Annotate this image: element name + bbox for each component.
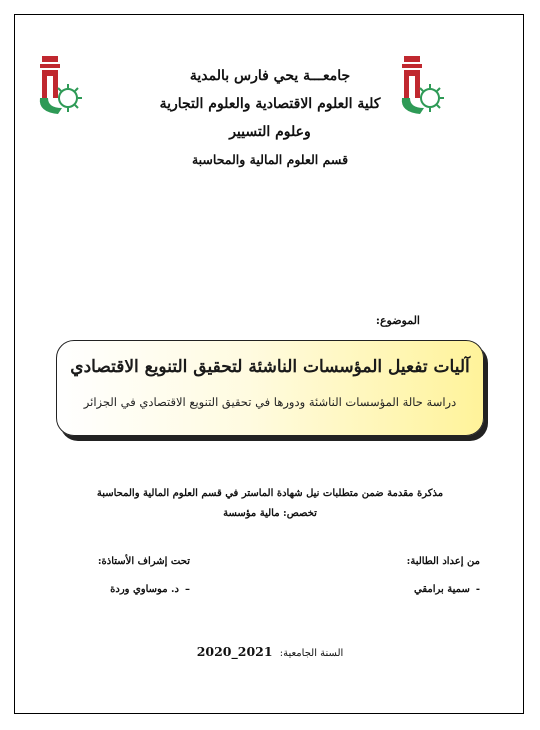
- subject-label: الموضوع:: [375, 314, 420, 327]
- academic-year-value: 2021_2020: [196, 644, 273, 659]
- student-name: سمية برامقي: [413, 584, 470, 595]
- student-block: [330, 548, 480, 604]
- faculty-name-continued: وعلوم التسيير: [229, 124, 311, 140]
- university-name: جامعـــة يحي فارس بالمدية: [189, 68, 351, 84]
- header: [120, 62, 420, 174]
- academic-year: [150, 644, 390, 659]
- thesis-subtitle: دراسة حالة المؤسسات الناشئة ودورها في تحقيق التنويع الاقتصادي في الجزائر: [83, 395, 457, 409]
- academic-year-label: السنة الجامعية:: [279, 648, 344, 659]
- supervisor-label: تحت إشراف الأستاذة:: [97, 556, 190, 567]
- department-name: قسم العلوم المالية والمحاسبة: [191, 152, 349, 167]
- specialization: تخصص: مالية مؤسسة: [223, 508, 317, 519]
- faculty-name: كلية العلوم الاقتصادية والعلوم التجارية: [159, 96, 381, 112]
- student-dash: -: [475, 584, 480, 595]
- supervisor-dash: –: [185, 584, 190, 595]
- supervisor-block: [40, 548, 190, 604]
- memo-line: مذكرة مقدمة ضمن متطلبات نيل شهادة الماستر في قسم العلوم المالية والمحاسبة: [96, 488, 444, 499]
- thesis-title: آليات تفعيل المؤسسات الناشئة لتحقيق التنويع الاقتصادي: [70, 357, 470, 377]
- student-label: من إعداد الطالبة:: [406, 556, 480, 567]
- memo-description: [90, 484, 450, 524]
- university-logo-left: [28, 54, 84, 116]
- title-box: [56, 340, 484, 436]
- supervisor-name: د. موساوي وردة: [110, 584, 179, 595]
